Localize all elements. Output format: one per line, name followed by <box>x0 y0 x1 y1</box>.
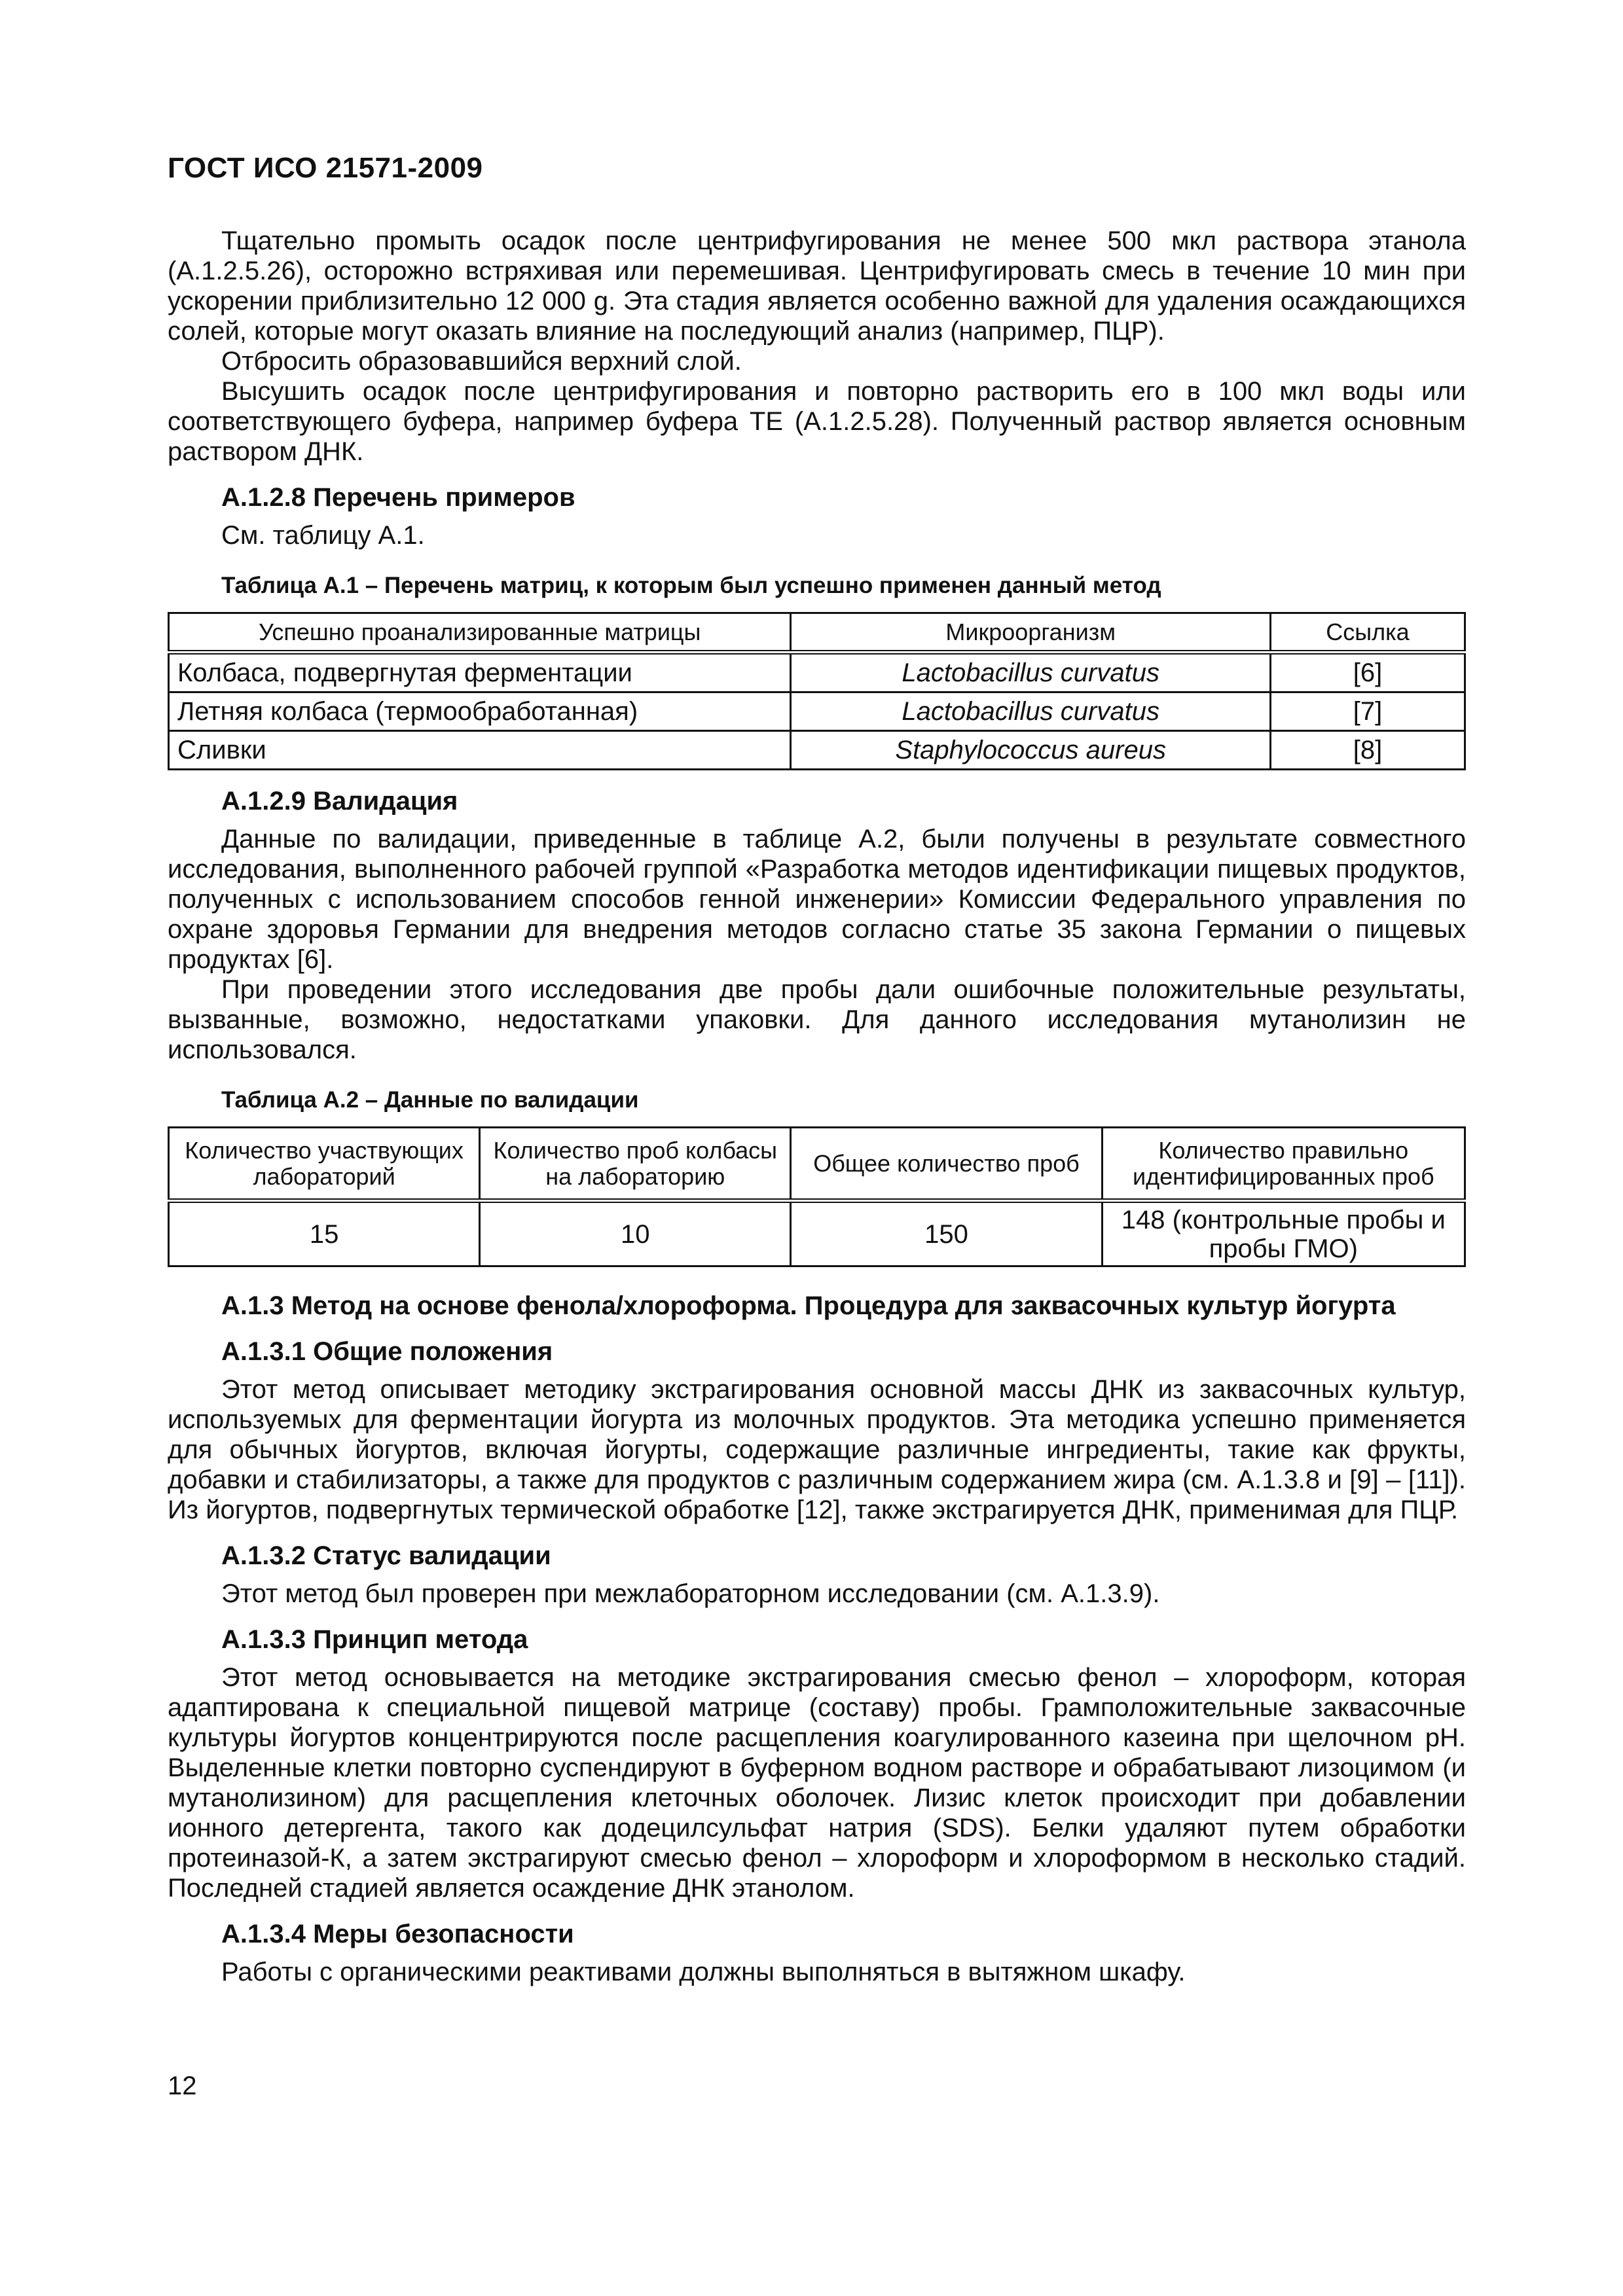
table-cell: Колбаса, подвергнутая ферментации <box>169 653 791 692</box>
section-heading-a131: А.1.3.1 Общие положения <box>221 1337 553 1366</box>
table-row <box>169 653 1465 692</box>
table-cell: [6] <box>1270 653 1465 692</box>
table-cell: 150 <box>791 1201 1102 1266</box>
paragraph: Этот метод основывается на методике экстрагирования смесью фенол – хлороформ, которая адаптирована к специальной пищевой матрице (составу) пробы. Грамположительные заквасочные культуры йогуртов концентрируются после расщепления коагулированного казеина при щелочном pH. Выделенные клетки повторно суспендируют в буферном водном растворе и обрабатывают лизоцимом (и мутанолизином) для расщепления клеточных оболочек. Лизис клеток происходит при добавлении ионного детергента, такого как додецилсульфат натрия (SDS). Белки удаляют путем обработки протеиназой-К, а затем экстрагируют смесью фенол – хлороформ и хлороформом в несколько стадий. Последней стадией является осаждение ДНК этанолом. <box>168 1663 1466 1903</box>
section-heading-a129: А.1.2.9 Валидация <box>221 787 458 816</box>
paragraph: Данные по валидации, приведенные в таблице А.2, были получены в результате совместного исследования, выполненного рабочей группой «Разработка методов идентификации пищевых продуктов, полученных с использованием способов генной инженерии» Комиссии Федерального управления по охране здоровья Германии для внедрения методов согласно статье 35 закона Германии о пищевых продуктах [6]. <box>168 825 1466 974</box>
document-body <box>168 226 1466 1987</box>
table-header-cell: Количество проб колбасы на лабораторию <box>480 1128 791 1201</box>
table-header-row <box>169 1128 1465 1201</box>
paragraph: См. таблицу А.1. <box>221 521 425 550</box>
table-cell: 15 <box>169 1201 480 1266</box>
table-cell: Lactobacillus curvatus <box>791 692 1271 731</box>
table-cell: [8] <box>1270 731 1465 770</box>
table-row <box>169 692 1465 731</box>
paragraph: Этот метод был проверен при межлабораторном исследовании (см. А.1.3.9). <box>221 1579 1160 1608</box>
section-heading-a132: А.1.3.2 Статус валидации <box>221 1541 551 1570</box>
paragraph: Этот метод описывает методику экстрагирования основной массы ДНК из заквасочных культур, используемых для ферментации йогурта из молочных продуктов. Эта методика успешно применяется для обычных йогуртов, включая йогурты, содержащие различные ингредиенты, такие как фрукты, добавки и стабилизаторы, а также для продуктов с различным содержанием жира (см. А.1.3.8 и [9] – [11]). Из йогуртов, подвергнутых термической обработке [12], также экстрагируется ДНК, применимая для ПЦР. <box>168 1375 1466 1524</box>
section-heading-a13: А.1.3 Метод на основе фенола/хлороформа. Процедура для заквасочных культур йогурта <box>221 1291 1396 1320</box>
section-heading-a134: А.1.3.4 Меры безопасности <box>221 1920 574 1948</box>
table2-caption: Таблица А.2 – Данные по валидации <box>221 1087 639 1113</box>
paragraph: Отбросить образовавшийся верхний слой. <box>221 347 742 376</box>
table-cell: 10 <box>480 1201 791 1266</box>
table-header-cell: Общее количество проб <box>791 1128 1102 1201</box>
table-cell: Летняя колбаса (термообработанная) <box>169 692 791 731</box>
table-header-cell: Количество правильно идентифицированных проб <box>1102 1128 1465 1201</box>
table-cell: Сливки <box>169 731 791 770</box>
table-header-cell: Количество участвующих лабораторий <box>169 1128 480 1201</box>
table-header-cell: Успешно проанализированные матрицы <box>169 613 791 653</box>
paragraph: Работы с органическими реактивами должны выполняться в вытяжном шкафу. <box>221 1958 1186 1986</box>
table-cell: Staphylococcus aureus <box>791 731 1271 770</box>
document-header: ГОСТ ИСО 21571-2009 <box>168 152 483 184</box>
page-number: 12 <box>168 2072 197 2100</box>
section-heading-a133: А.1.3.3 Принцип метода <box>221 1625 528 1654</box>
paragraph: Высушить осадок после центрифугирования и повторно растворить его в 100 мкл воды или соответствующего буфера, например буфера ТЕ (А.1.2.5.28). Полученный раствор является основным раствором ДНК. <box>168 377 1466 466</box>
table-a1 <box>168 612 1466 770</box>
table-header-cell: Микроорганизм <box>791 613 1271 653</box>
paragraph: При проведении этого исследования две пробы дали ошибочные положительные результаты, вызванные, возможно, недостатками упаковки. Для данного исследования мутанолизин не использовался. <box>168 975 1466 1064</box>
table-cell: 148 (контрольные пробы и пробы ГМО) <box>1102 1201 1465 1266</box>
table-row <box>169 1201 1465 1266</box>
paragraph: Тщательно промыть осадок после центрифугирования не менее 500 мкл раствора этанола (А.1.2.5.26), осторожно встряхивая или перемешивая. Центрифугировать смесь в течение 10 мин при ускорении приблизительно 12 000 g. Эта стадия является особенно важной для удаления осаждающихся солей, которые могут оказать влияние на последующий анализ (например, ПЦР). <box>168 226 1466 346</box>
table-row <box>169 731 1465 770</box>
table-header-row <box>169 613 1465 653</box>
table-header-cell: Ссылка <box>1270 613 1465 653</box>
table-a2 <box>168 1126 1466 1267</box>
table-cell: Lactobacillus curvatus <box>791 653 1271 692</box>
section-heading-a128: А.1.2.8 Перечень примеров <box>221 483 575 512</box>
table1-caption: Таблица А.1 – Перечень матриц, к которым был успешно применен данный метод <box>221 573 1161 598</box>
table-cell: [7] <box>1270 692 1465 731</box>
